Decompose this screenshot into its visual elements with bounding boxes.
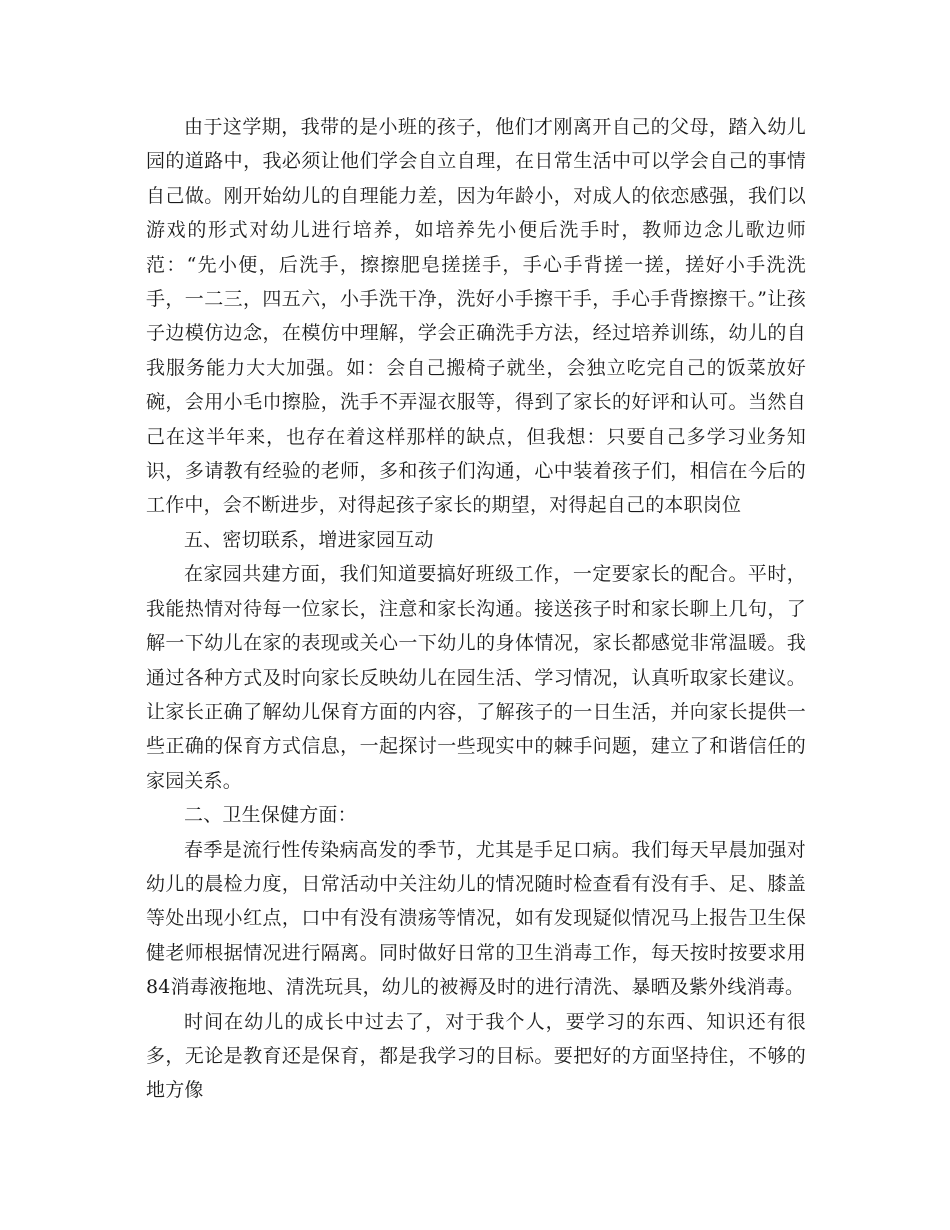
paragraph-health-care: 春季是流行性传染病高发的季节，尤其是手足口病。我们每天早晨加强对幼儿的晨检力度，日常活动中关注幼儿的情况随时检查看有没有手、足、膝盖等处出现小红点，口中有没有溃疡等情况，如有发现疑似情况马上报告卫生保健老师根据情况进行隔离。同时做好日常的卫生消毒工作，每天按时按要求用84消毒液拖地、清洗玩具，幼儿的被褥及时的进行清洗、暴晒及紫外线消毒。 (146, 838, 806, 999)
document-body (146, 110, 806, 1108)
paragraph-reflection: 时间在幼儿的成长中过去了，对于我个人，要学习的东西、知识还有很多，无论是教育还是保育，都是我学习的目标。要把好的方面坚持住，不够的地方像 (146, 1010, 806, 1102)
section-heading-home-school: 五、密切联系，增进家园互动 (184, 528, 434, 551)
section-heading-health-care: 二、卫生保健方面： (184, 804, 357, 827)
paragraph-home-school: 在家园共建方面，我们知道要搞好班级工作，一定要家长的配合。平时，我能热情对待每一位家长，注意和家长沟通。接送孩子时和家长聊上几句，了解一下幼儿在家的表现或关心一下幼儿的身体情况，家长都感觉非常温暖。我通过各种方式及时向家长反映幼儿在园生活、学习情况，认真听取家长建议。让家长正确了解幼儿保育方面的内容，了解孩子的一日生活，并向家长提供一些正确的保育方式信息，一起探讨一些现实中的棘手问题，建立了和谐信任的家园关系。 (146, 563, 806, 792)
paragraph-self-care: 由于这学期，我带的是小班的孩子，他们才刚离开自己的父母，踏入幼儿园的道路中，我必须让他们学会自立自理，在日常生活中可以学会自己的事情自己做。刚开始幼儿的自理能力差，因为年龄小，对成人的依恋感强，我们以游戏的形式对幼儿进行培养，如培养先小便后洗手时，教师边念儿歌边师范：“先小便，后洗手，擦擦肥皂搓搓手，手心手背搓一搓，搓好小手洗洗手，一二三，四五六，小手洗干净，洗好小手擦干手，手心手背擦擦干。”让孩子边模仿边念，在模仿中理解，学会正确洗手方法，经过培养训练，幼儿的自我服务能力大大加强。如：会自己搬椅子就坐，会独立吃完自己的饭菜放好碗，会用小毛巾擦脸，洗手不弄湿衣服等，得到了家长的好评和认可。当然自己在这半年来，也存在着这样那样的缺点，但我想：只要自己多学习业务知识，多请教有经验的老师，多和孩子们沟通，心中装着孩子们，相信在今后的工作中，会不断进步，对得起孩子家长的期望，对得起自己的本职岗位 (146, 116, 806, 517)
